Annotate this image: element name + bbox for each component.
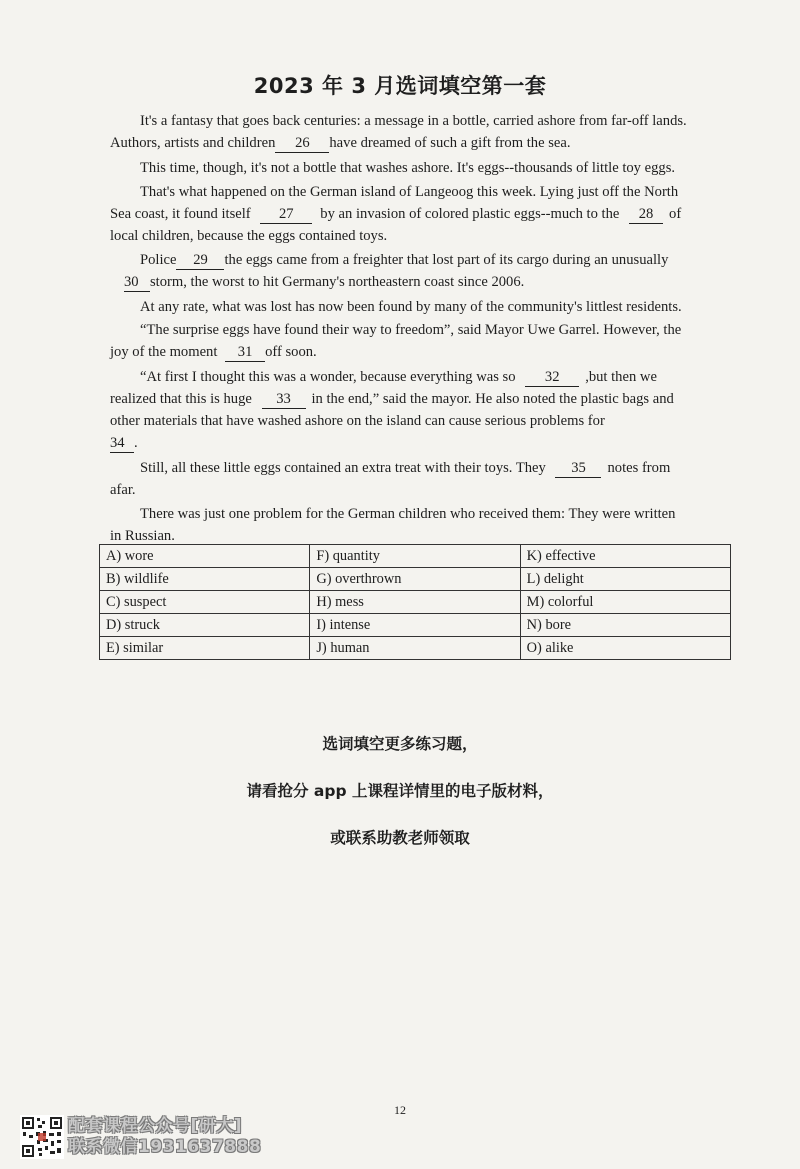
text-line: afar. <box>110 482 136 498</box>
text-line: Still, all these little eggs contained an extra treat with their toys. They <box>140 460 546 476</box>
text-line: This time, though, it's not a bottle that washes ashore. It's eggs--thousands of little toy eggs. <box>140 160 676 176</box>
text-line: have dreamed of such a gift from the sea. <box>329 135 571 151</box>
note-line-3: 或联系助教老师领取 <box>330 829 470 847</box>
text-line: in the end,” said the mayor. He also noted the plastic bags and <box>311 391 674 407</box>
option-cell: O) alike <box>520 637 730 660</box>
blank-31: 31 <box>225 344 265 362</box>
paragraph-8 <box>110 457 727 501</box>
word-options-table <box>99 544 731 660</box>
blank-35: 35 <box>555 460 601 478</box>
paragraph-4 <box>110 249 727 293</box>
text-line: realized that this is huge <box>110 391 252 407</box>
blank-29: 29 <box>176 252 224 270</box>
option-cell: F) quantity <box>310 545 520 568</box>
text-line: of <box>669 206 682 222</box>
paragraph-1 <box>110 110 727 154</box>
text-line: off soon. <box>265 344 317 360</box>
option-cell: A) wore <box>100 545 310 568</box>
text-line: storm, the worst to hit Germany's northeastern coast since 2006. <box>150 274 525 290</box>
option-cell: C) suspect <box>100 591 310 614</box>
table-row <box>100 614 731 637</box>
watermark-line-2: 联系微信1931637888 <box>68 1137 262 1157</box>
text-line: . <box>134 435 138 451</box>
option-cell: K) effective <box>520 545 730 568</box>
option-cell: L) delight <box>520 568 730 591</box>
text-line: Police <box>140 252 177 268</box>
watermark <box>20 1112 261 1162</box>
text-line: At any rate, what was lost has now been found by many of the community's littlest residents. <box>140 299 682 315</box>
page-title: 2023 年 3 月选词填空第一套 <box>253 74 547 98</box>
blank-34: 34 <box>110 435 134 453</box>
table-row <box>100 568 731 591</box>
table-row <box>100 545 731 568</box>
text-line: “The surprise eggs have found their way to freedom”, said Mayor Uwe Garrel. However, the <box>140 322 682 338</box>
paragraph-6 <box>110 319 727 363</box>
option-cell: E) similar <box>100 637 310 660</box>
option-cell: H) mess <box>310 591 520 614</box>
text-line: the eggs came from a freighter that lost part of its cargo during an unusually <box>224 252 669 268</box>
text-line: notes from <box>607 460 671 476</box>
option-cell: J) human <box>310 637 520 660</box>
option-cell: M) colorful <box>520 591 730 614</box>
paragraph-9 <box>110 503 727 547</box>
text-line: “At first I thought this was a wonder, because everything was so <box>140 369 516 385</box>
watermark-line-1: 配套课程公众号[研大] <box>68 1116 243 1136</box>
text-line: in Russian. <box>110 528 175 544</box>
table-row <box>100 637 731 660</box>
paragraph-2 <box>110 157 727 179</box>
watermark-text <box>68 1116 261 1158</box>
option-cell: I) intense <box>310 614 520 637</box>
text-line: Authors, artists and children <box>110 135 276 151</box>
qr-code-icon <box>20 1115 64 1159</box>
text-line: ,but then we <box>585 369 657 385</box>
option-cell: N) bore <box>520 614 730 637</box>
paragraph-5 <box>110 296 727 318</box>
blank-32: 32 <box>525 369 579 387</box>
table-row <box>100 591 731 614</box>
text-line: other materials that have washed ashore on the island can cause serious problems for <box>110 413 605 429</box>
text-line: local children, because the eggs contained toys. <box>110 228 388 244</box>
blank-27: 27 <box>260 206 312 224</box>
note-line-2: 请看抢分 app 上课程详情里的电子版材料， <box>246 782 554 800</box>
paragraph-3 <box>110 181 727 247</box>
text-line: Sea coast, it found itself <box>110 206 251 222</box>
option-cell: B) wildlife <box>100 568 310 591</box>
blank-28: 28 <box>629 206 663 224</box>
text-line: by an invasion of colored plastic eggs--much to the <box>320 206 620 222</box>
text-line: There was just one problem for the German children who received them: They were written <box>140 506 676 522</box>
text-line: That's what happened on the German island of Langeoog this week. Lying just off the North <box>140 184 679 200</box>
note-line-1: 选词填空更多练习题， <box>322 735 478 753</box>
paragraph-7 <box>110 366 727 454</box>
option-cell: G) overthrown <box>310 568 520 591</box>
blank-30: 30 <box>124 274 150 292</box>
text-line: joy of the moment <box>110 344 218 360</box>
blank-26: 26 <box>275 135 329 153</box>
blank-33: 33 <box>262 391 306 409</box>
option-cell: D) struck <box>100 614 310 637</box>
text-line: It's a fantasy that goes back centuries: a message in a bottle, carried ashore from far-off lands. <box>140 113 687 129</box>
page-number: 12 <box>394 1103 406 1117</box>
